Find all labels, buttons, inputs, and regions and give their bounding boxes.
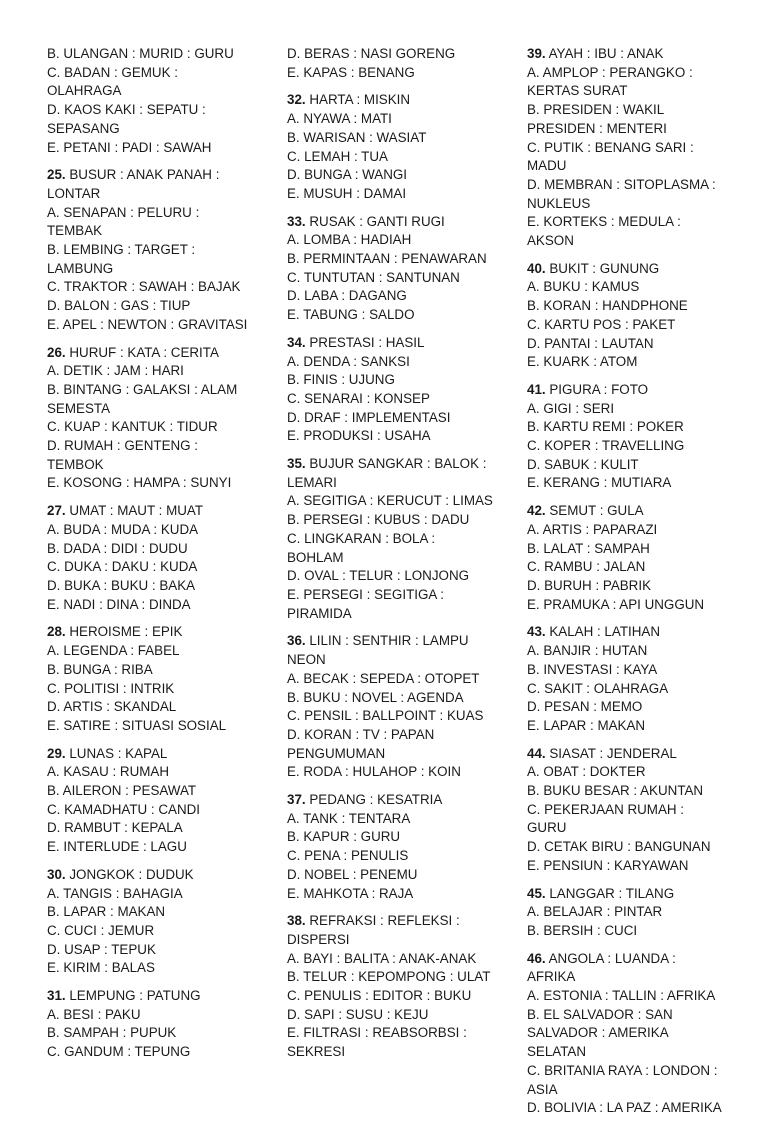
question-title: SIASAT : JENDERAL <box>549 745 677 761</box>
answer-option: B. BUKU : NOVEL : AGENDA <box>287 689 464 705</box>
question-title: LILIN : SENTHIR : LAMPU NEON <box>287 633 469 668</box>
question-title: REFRAKSI : REFLEKSI : DISPERSI <box>287 913 460 947</box>
answer-option: A. NYAWA : MATI <box>287 111 392 127</box>
answer-option: B. ULANGAN : MURID : GURU <box>47 46 234 61</box>
answer-option: A. LOMBA : HADIAH <box>287 232 412 248</box>
answer-option: D. KORAN : TV : PAPAN PENGUMUMAN <box>287 726 435 761</box>
answer-option: B. LAPAR : MAKAN <box>47 904 166 920</box>
question-stem <box>527 45 727 64</box>
question-number: 32. <box>287 92 306 108</box>
question-block <box>47 502 255 614</box>
answer-option: B. SAMPAH : PUPUK <box>47 1025 177 1041</box>
question-title: LEMPUNG : PATUNG <box>69 988 201 1004</box>
answer-option: B. TELUR : KEPOMPONG : ULAT <box>287 969 491 985</box>
answer-option: B. INVESTASI : KAYA <box>527 661 658 677</box>
answer-option: A. BELAJAR : PINTAR <box>527 904 663 920</box>
question-block <box>287 334 495 446</box>
answer-option: E. PRODUKSI : USAHA <box>287 428 431 444</box>
answer-option: C. PENSIL : BALLPOINT : KUAS <box>287 708 484 724</box>
answer-option: C. RAMBU : JALAN <box>527 559 646 575</box>
question-block <box>527 950 727 1118</box>
question-stem <box>527 260 727 279</box>
answer-option: B. BINTANG : GALAKSI : ALAM SEMESTA <box>47 381 238 416</box>
answer-option: A. AMPLOP : PERANGKO : KERTAS SURAT <box>527 64 693 99</box>
answer-option: D. NOBEL : PENEMU <box>287 866 418 882</box>
answer-option: C. POLITISI : INTRIK <box>47 680 175 696</box>
question-block <box>47 987 255 1062</box>
question-block <box>47 166 255 334</box>
answer-option: B. BUKU BESAR : AKUNTAN <box>527 783 704 799</box>
answer-option: B. LALAT : SAMPAH <box>527 540 650 556</box>
question-stem <box>47 987 255 1006</box>
answer-option: D. SAPI : SUSU : KEJU <box>287 1006 429 1022</box>
answer-option: A. BANJIR : HUTAN <box>527 643 648 659</box>
answer-option: B. FINIS : UJUNG <box>287 372 395 388</box>
question-number: 45. <box>527 885 546 901</box>
answer-option: E. MUSUH : DAMAI <box>287 185 407 201</box>
question-title: HURUF : KATA : CERITA <box>69 344 219 360</box>
answer-option: E. KERANG : MUTIARA <box>527 475 672 491</box>
question-stem <box>527 950 727 987</box>
answer-option: D. LABA : DAGANG <box>287 288 407 304</box>
question-title: HEROISME : EPIK <box>69 624 183 640</box>
answer-option: D. OVAL : TELUR : LONJONG <box>287 568 470 584</box>
answer-option: D. RAMBUT : KEPALA <box>47 820 183 836</box>
question-block <box>47 623 255 735</box>
question-block <box>287 45 495 82</box>
question-block <box>287 791 495 903</box>
question-block <box>527 745 727 876</box>
answer-option: D. SABUK : KULIT <box>527 456 639 472</box>
answer-option: D. BALON : GAS : TIUP <box>47 298 191 314</box>
question-block <box>47 45 255 157</box>
question-number: 43. <box>527 624 546 640</box>
answer-option: D. RUMAH : GENTENG : TEMBOK <box>47 438 199 472</box>
answer-option: D. BUNGA : WANGI <box>287 167 408 183</box>
question-stem <box>287 632 495 669</box>
answer-option: B. KARTU REMI : POKER <box>527 419 684 435</box>
answer-option: C. PEKERJAAN RUMAH : GURU <box>527 801 684 836</box>
question-stem <box>527 745 727 764</box>
question-number: 29. <box>47 745 66 761</box>
answer-option: D. MEMBRAN : SITOPLASMA : NUKLEUS <box>527 176 716 211</box>
question-block <box>287 455 495 623</box>
question-title: ANGOLA : LUANDA : AFRIKA <box>527 950 676 985</box>
answer-option: C. DUKA : DAKU : KUDA <box>47 559 198 575</box>
answer-option: C. KARTU POS : PAKET <box>527 316 676 332</box>
answer-option: B. BUNGA : RIBA <box>47 661 153 677</box>
answer-option: C. KAMADHATU : CANDI <box>47 801 201 817</box>
question-number: 33. <box>287 213 306 229</box>
question-block <box>527 45 727 251</box>
answer-option: A. BUDA : MUDA : KUDA <box>47 521 199 537</box>
question-number: 35. <box>287 456 306 472</box>
column-2 <box>287 45 495 1071</box>
question-number: 26. <box>47 344 66 360</box>
question-number: 28. <box>47 624 66 640</box>
answer-option: C. SAKIT : OLAHRAGA <box>527 680 669 696</box>
answer-option: E. PENSIUN : KARYAWAN <box>527 857 689 873</box>
question-title: AYAH : IBU : ANAK <box>548 46 664 61</box>
question-number: 42. <box>527 503 546 519</box>
question-block <box>287 91 495 203</box>
answer-option: E. APEL : NEWTON : GRAVITASI <box>47 316 248 332</box>
question-number: 27. <box>47 503 66 519</box>
answer-option: E. PETANI : PADI : SAWAH <box>47 139 212 155</box>
answer-option: A. LEGENDA : FABEL <box>47 643 180 659</box>
question-title: BUKIT : GUNUNG <box>549 260 660 276</box>
question-stem <box>287 213 495 232</box>
question-block <box>527 260 727 372</box>
question-title: KALAH : LATIHAN <box>549 624 660 640</box>
answer-option: B. AILERON : PESAWAT <box>47 783 197 799</box>
answer-option: C. SENARAI : KONSEP <box>287 390 430 406</box>
answer-option: A. DENDA : SANKSI <box>287 353 410 369</box>
answer-option: B. WARISAN : WASIAT <box>287 129 427 145</box>
question-stem <box>527 623 727 642</box>
question-number: 38. <box>287 913 306 929</box>
answer-option: E. KORTEKS : MEDULA : AKSON <box>527 214 681 249</box>
answer-option: C. BRITANIA RAYA : LONDON : ASIA <box>527 1062 718 1097</box>
question-title: RUSAK : GANTI RUGI <box>309 213 445 229</box>
answer-option: C. KOPER : TRAVELLING <box>527 438 685 454</box>
answer-option: C. TUNTUTAN : SANTUNAN <box>287 269 460 285</box>
answer-option: A. DETIK : JAM : HARI <box>47 363 184 379</box>
answer-option: E. INTERLUDE : LAGU <box>47 839 187 855</box>
answer-option: A. BECAK : SEPEDA : OTOPET <box>287 670 480 686</box>
question-stem <box>47 866 255 885</box>
question-block <box>47 344 255 494</box>
column-1 <box>47 45 255 1071</box>
answer-option: D. KAOS KAKI : SEPATU : SEPASANG <box>47 102 206 136</box>
answer-option: A. BAYI : BALITA : ANAK-ANAK <box>287 950 477 966</box>
question-block <box>287 213 495 325</box>
question-number: 37. <box>287 792 306 808</box>
column-3 <box>527 45 727 1127</box>
answer-option: E. FILTRASI : REABSORBSI : SEKRESI <box>287 1025 467 1060</box>
question-number: 25. <box>47 167 66 183</box>
answer-option: D. BERAS : NASI GORENG <box>287 46 456 61</box>
question-number: 40. <box>527 260 546 276</box>
question-block <box>47 866 255 978</box>
answer-option: A. SENAPAN : PELURU : TEMBAK <box>47 204 200 239</box>
answer-option: C. LINGKARAN : BOLA : BOHLAM <box>287 530 436 565</box>
answer-option: C. PENULIS : EDITOR : BUKU <box>287 988 472 1004</box>
answer-option: D. PANTAI : LAUTAN <box>527 335 654 351</box>
question-block <box>527 502 727 614</box>
answer-option: C. KUAP : KANTUK : TIDUR <box>47 419 218 435</box>
question-number: 41. <box>527 381 546 397</box>
question-stem <box>527 885 727 904</box>
question-number: 46. <box>527 950 546 966</box>
question-stem <box>47 623 255 642</box>
answer-option: C. LEMAH : TUA <box>287 148 388 164</box>
question-block <box>527 381 727 493</box>
answer-option: A. KASAU : RUMAH <box>47 764 170 780</box>
answer-option: A. OBAT : DOKTER <box>527 764 646 780</box>
question-stem <box>47 344 255 363</box>
question-number: 36. <box>287 633 306 649</box>
answer-option: E. KOSONG : HAMPA : SUNYI <box>47 475 232 491</box>
answer-option: E. NADI : DINA : DINDA <box>47 596 191 612</box>
question-block <box>287 632 495 782</box>
answer-option: C. BADAN : GEMUK : OLAHRAGA <box>47 64 178 99</box>
answer-option: A. ESTONIA : TALLIN : AFRIKA <box>527 988 716 1004</box>
question-block <box>47 745 255 857</box>
answer-option: A. TANGIS : BAHAGIA <box>47 885 183 901</box>
answer-option: B. PRESIDEN : WAKIL PRESIDEN : MENTERI <box>527 102 667 136</box>
answer-option: E. MAHKOTA : RAJA <box>287 885 414 901</box>
answer-option: E. KAPAS : BENANG <box>287 64 415 80</box>
answer-option: A. TANK : TENTARA <box>287 810 411 826</box>
question-stem <box>47 745 255 764</box>
answer-option: C. GANDUM : TEPUNG <box>47 1044 191 1060</box>
question-stem <box>287 791 495 810</box>
answer-option: A. GIGI : SERI <box>527 400 615 416</box>
question-block <box>527 623 727 735</box>
question-stem <box>287 334 495 353</box>
question-stem <box>527 381 727 400</box>
answer-option: D. PESAN : MEMO <box>527 699 643 715</box>
answer-option: D. DRAF : IMPLEMENTASI <box>287 409 451 425</box>
question-stem <box>47 502 255 521</box>
answer-option: D. CETAK BIRU : BANGUNAN <box>527 839 711 855</box>
answer-option: C. CUCI : JEMUR <box>47 922 155 938</box>
answer-option: B. KORAN : HANDPHONE <box>527 298 688 314</box>
question-title: LUNAS : KAPAL <box>69 745 168 761</box>
question-number: 44. <box>527 745 546 761</box>
question-title: PEDANG : KESATRIA <box>309 792 443 808</box>
answer-option: E. TABUNG : SALDO <box>287 307 415 323</box>
answer-option: E. PRAMUKA : API UNGGUN <box>527 596 705 612</box>
question-stem <box>287 91 495 110</box>
question-title: LANGGAR : TILANG <box>549 885 675 901</box>
question-title: HARTA : MISKIN <box>309 92 411 108</box>
question-title: UMAT : MAUT : MUAT <box>69 503 204 519</box>
answer-option: A. BUKU : KAMUS <box>527 279 640 295</box>
answer-option: E. RODA : HULAHOP : KOIN <box>287 764 461 780</box>
answer-option: B. LEMBING : TARGET : LAMBUNG <box>47 242 196 276</box>
answer-option: A. SEGITIGA : KERUCUT : LIMAS <box>287 493 493 509</box>
answer-option: C. PUTIK : BENANG SARI : MADU <box>527 139 694 174</box>
answer-option: C. TRAKTOR : SAWAH : BAJAK <box>47 279 241 295</box>
answer-option: E. KUARK : ATOM <box>527 354 638 370</box>
question-block <box>527 885 727 941</box>
question-stem <box>47 166 255 203</box>
answer-option: B. PERMINTAAN : PENAWARAN <box>287 251 487 267</box>
question-title: BUSUR : ANAK PANAH : LONTAR <box>47 167 220 201</box>
question-title: JONGKOK : DUDUK <box>69 866 194 882</box>
answer-option: D. BOLIVIA : LA PAZ : AMERIKA <box>527 1100 722 1116</box>
answer-option: B. DADA : DIDI : DUDU <box>47 540 188 556</box>
question-number: 30. <box>47 866 66 882</box>
answer-option: B. BERSIH : CUCI <box>527 922 638 938</box>
answer-option: A. BESI : PAKU <box>47 1006 141 1022</box>
answer-option: E. KIRIM : BALAS <box>47 960 155 976</box>
question-stem <box>527 502 727 521</box>
question-title: PRESTASI : HASIL <box>309 334 425 350</box>
answer-option: C. PENA : PENULIS <box>287 848 409 864</box>
answer-option: D. ARTIS : SKANDAL <box>47 699 177 715</box>
answer-option: D. USAP : TEPUK <box>47 941 156 957</box>
question-block <box>287 912 495 1062</box>
question-title: SEMUT : GULA <box>549 503 644 519</box>
answer-option: E. LAPAR : MAKAN <box>527 717 646 733</box>
answer-option: D. BUKA : BUKU : BAKA <box>47 577 196 593</box>
answer-option: A. ARTIS : PAPARAZI <box>527 521 658 537</box>
question-stem <box>287 912 495 949</box>
answer-option: E. PERSEGI : SEGITIGA : PIRAMIDA <box>287 586 445 621</box>
question-number: 31. <box>47 988 66 1004</box>
question-number: 39. <box>527 46 546 61</box>
answer-option: B. PERSEGI : KUBUS : DADU <box>287 512 470 528</box>
answer-option: D. BURUH : PABRIK <box>527 577 652 593</box>
question-title: PIGURA : FOTO <box>549 381 649 397</box>
answer-option: B. EL SALVADOR : SAN SALVADOR : AMERIKA SELATAN <box>527 1006 673 1060</box>
question-title: BUJUR SANGKAR : BALOK : LEMARI <box>287 456 487 490</box>
question-stem <box>287 455 495 492</box>
answer-option: E. SATIRE : SITUASI SOSIAL <box>47 717 227 733</box>
answer-option: B. KAPUR : GURU <box>287 829 401 845</box>
question-number: 34. <box>287 334 306 350</box>
